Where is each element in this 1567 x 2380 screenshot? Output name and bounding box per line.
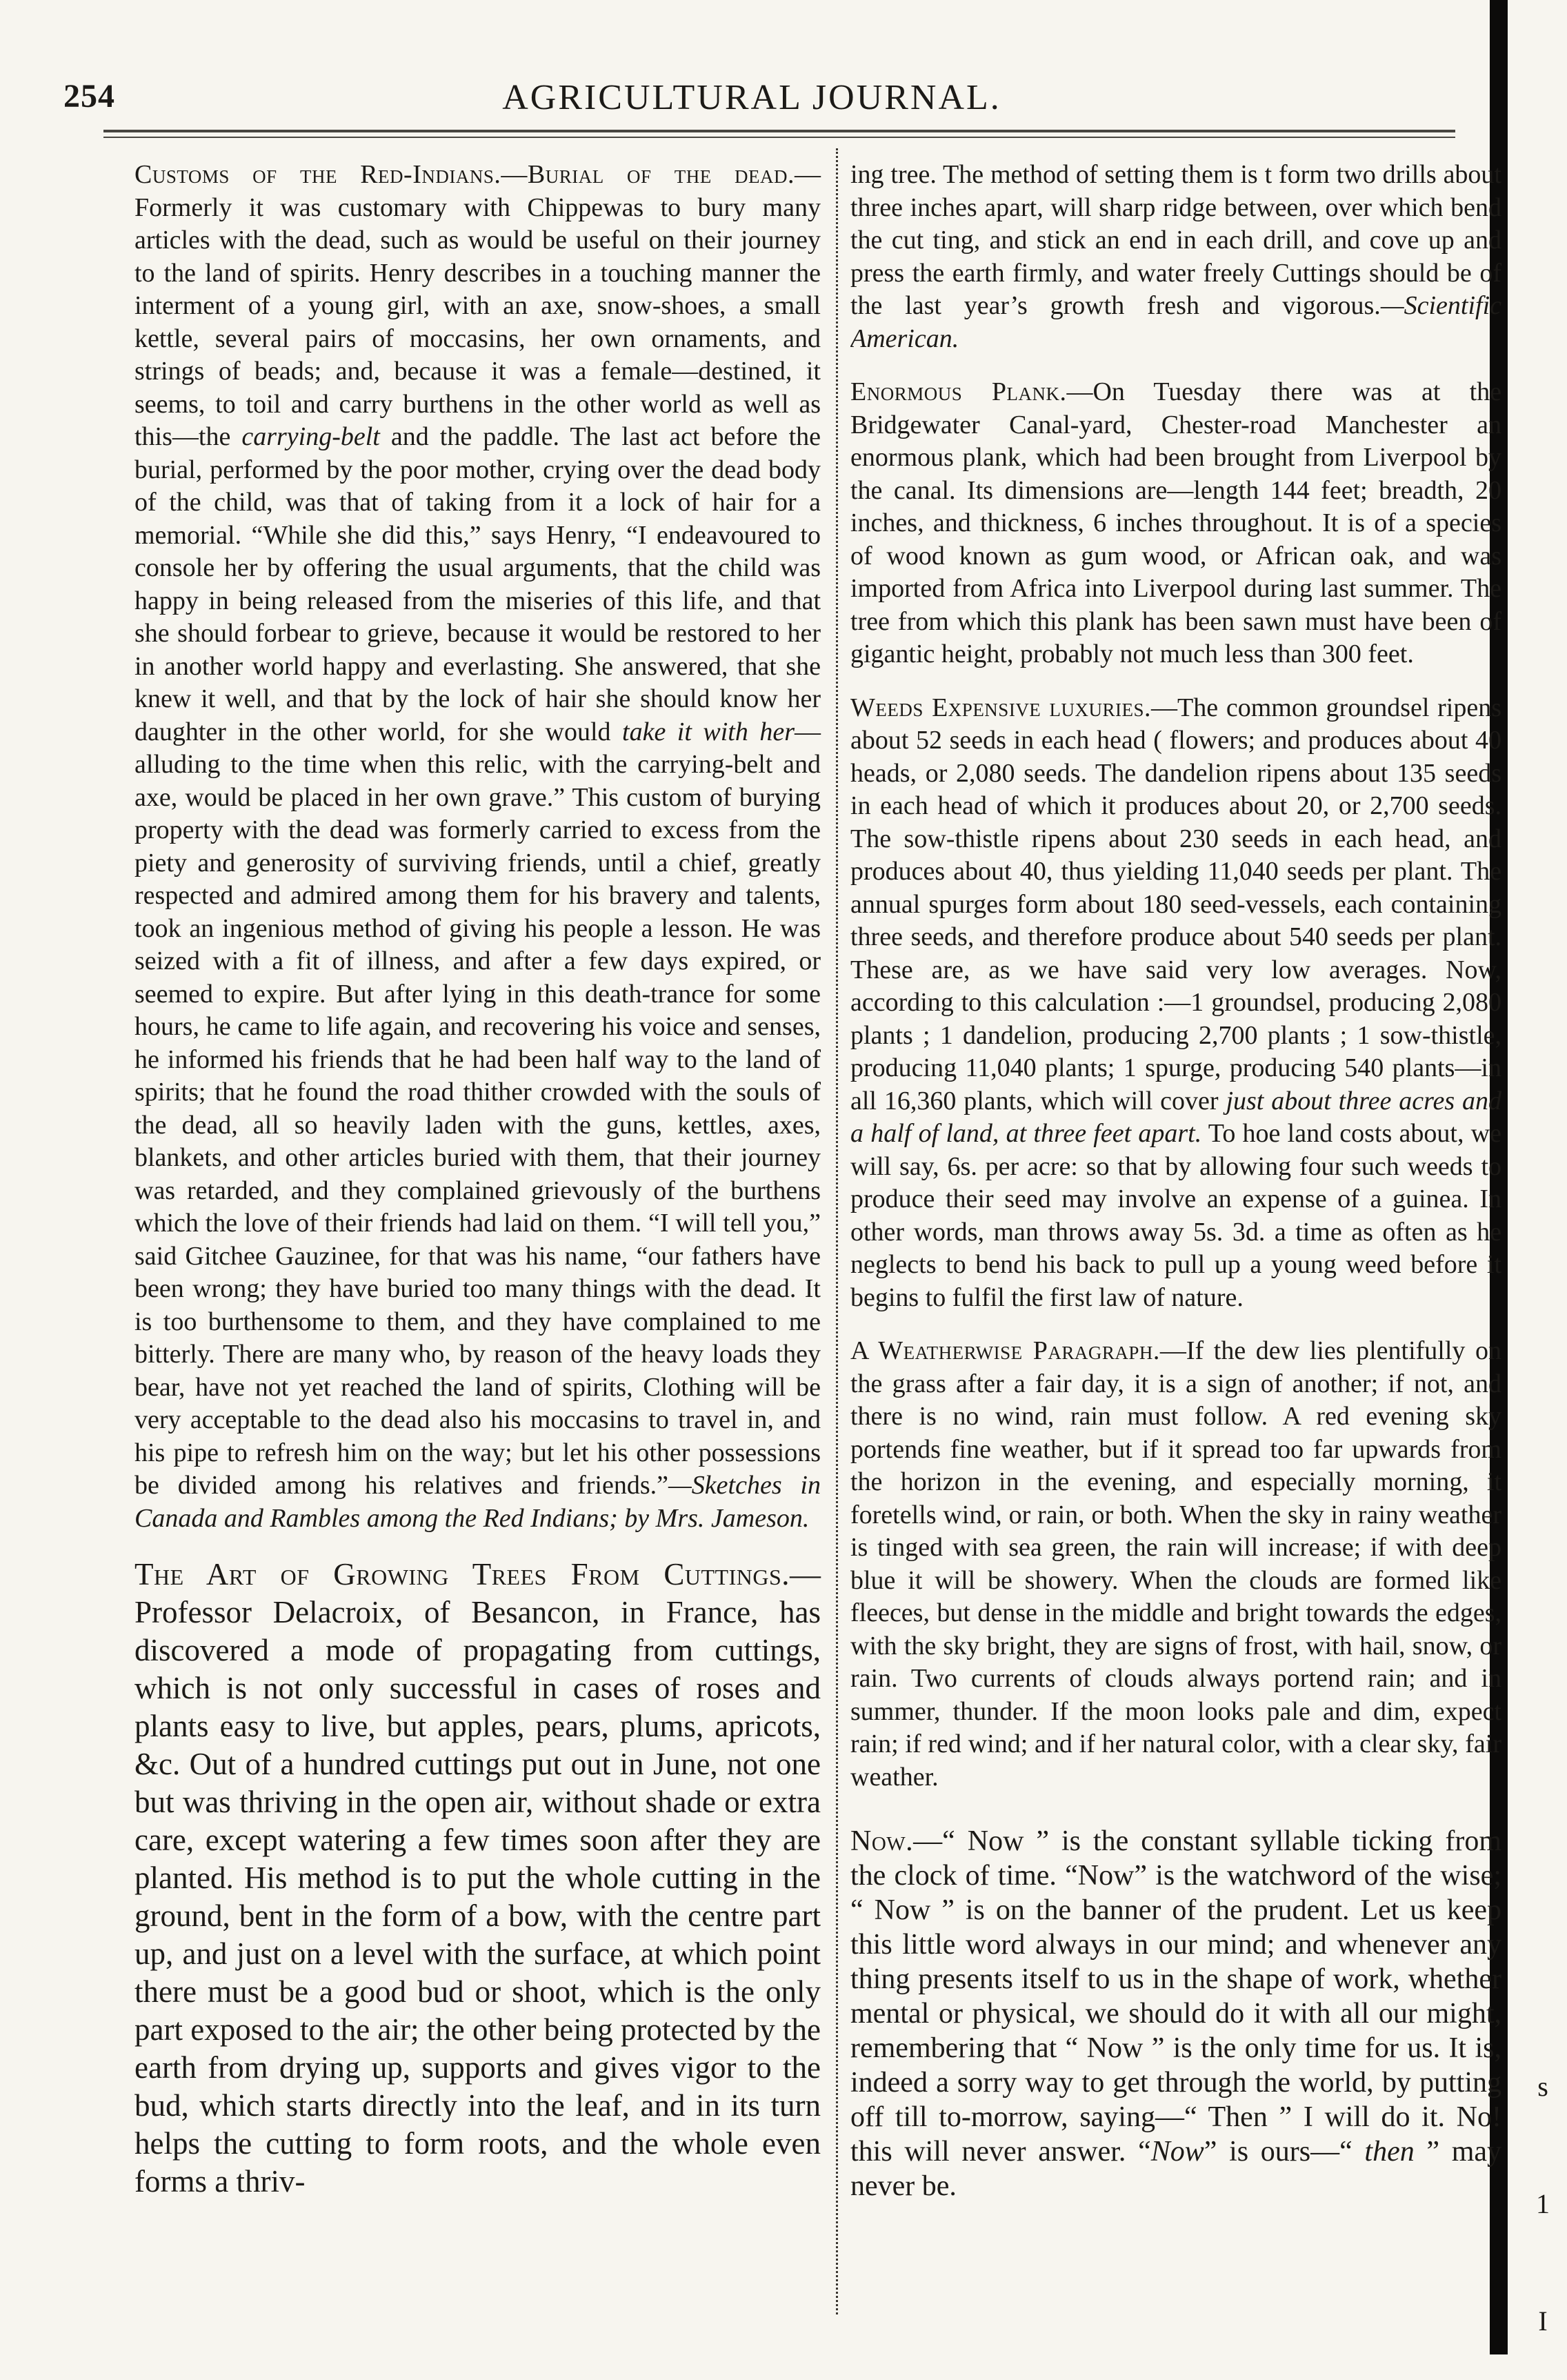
article-italic-text: then	[1364, 2136, 1415, 2168]
article-italic-text: carrying-belt	[241, 422, 380, 451]
article-now	[850, 1824, 1501, 2203]
article-text: ” is ours—“	[1204, 2136, 1365, 2168]
article-headline: A Weatherwise Paragraph.	[850, 1336, 1160, 1365]
article-italic-text: just about three acres and a half of land, at three feet apart.	[850, 1086, 1501, 1148]
article-source: —Scientific American.	[850, 291, 1501, 353]
article-growing-trees-continued	[850, 159, 1501, 355]
article-burial-customs	[134, 159, 821, 1535]
article-text: —On Tuesday there was at the Bridgewater Canal-yard, Chester-road Manchester an enormous plank, which had been brought from Liverpool by the canal. Its dimensions are—length 144 feet; breadth, 20 inches, and thickness, 6 inches throughout. It is of a species of wood known as gum wood, or African oak, and was imported from Africa into Liverpool during last summer. The tree from which this plank has been sawn must have been of gigantic height, probably not much less than 300 feet.	[850, 377, 1501, 668]
article-headline: The Art of Growing Trees From Cuttings.	[134, 1557, 790, 1591]
article-paragraph	[850, 159, 1501, 355]
page-number: 254	[63, 78, 115, 115]
article-headline: Weeds Expensive luxuries.	[850, 693, 1152, 722]
article-text: ” may never be.	[850, 2136, 1501, 2202]
article-text: —If the dew lies plentifully on the grass after a fair day, it is a sign of another; if not, and there is no wind, rain must follow. A red evening sky portends fine weather, but if it spread too far upwards from the horizon in the evening, and especially morning, it foretells wind, or rain, or both. When the sky in rainy weather is tinged with sea green, the rain will increase; if with deep blue it will be showery. When the clouds are formed like fleeces, but dense in the middle and bright towards the edges, with the sky bright, they are signs of frost, with hail, snow, or rain. Two currents of clouds always portend rain; and in summer, thunder. If the moon looks pale and dim, expect rain; if red wind; and if her natural color, with a clear sky, fair weather.	[850, 1336, 1501, 1792]
article-enormous-plank	[850, 376, 1501, 671]
margin-mark: I	[1538, 2305, 1548, 2337]
article-italic-text: take it with her	[622, 717, 795, 746]
header-rule	[103, 130, 1455, 138]
article-text: To hoe land costs about, we will say, 6s. per acre: so that by allowing four such weeds to produce their seed may involve an expense of a guinea. In other words, man throws away 5s. 3d. a time as often as he neglects to bend his back to pull up a young weed before it begins to fulfil the first law of nature.	[850, 1119, 1501, 1312]
article-headline: Now.	[850, 1825, 914, 1857]
article-paragraph	[850, 376, 1501, 671]
article-text: —“ Now ” is the constant syllable ticking from the clock of time. “Now” is the watchword of the wise; “ Now ” is on the banner of the prudent. Let us keep this little word always in our mind; and whenever any thing presents itself to us in the shape of work, whether mental or physical, we should do it with all our might, remembering that “ Now ” is the only time for us. It is, indeed a sorry way to get through the world, by putting off till to-morrow, saying—“ Then ” I will do it. No! this will never answer. “	[850, 1825, 1501, 2168]
article-headline: Customs of the Red-Indians.—Burial of the dead.	[134, 160, 795, 189]
article-paragraph	[850, 1824, 1501, 2203]
right-column	[850, 159, 1501, 2224]
article-headline: Enormous Plank.	[850, 377, 1067, 406]
article-italic-text: Now	[1150, 2136, 1204, 2168]
article-text: —alluding to the time when this relic, with the carrying-belt and axe, would be placed in her own grave.” This custom of burying property with the dead was formerly carried to excess from the piety and generosity of surviving friends, until a chief, greatly respected and admired among them for his bravery and talents, took an ingenious method of giving his people a lesson. He was seized with a fit of illness, and after a few days expired, or seemed to expire. But after lying in this death-trance for some hours, he came to life again, and recovering his voice and senses, he informed his friends that he had been half way to the land of spirits; that he found the road thither crowded with the souls of the dead, all so heavily laden with the guns, kettles, axes, blankets, and other articles buried with them, that their journey was retarded, and they complained grievously of the burthens which the love of their friends had laid on them. “I will tell you,” said Gitchee Gauzinee, for that was his name, “our fathers have been wrong; they have buried too many things with the dead. It is too burthensome to them, and they have complained to me bitterly. There are many who, by reason of the heavy loads they bear, have not yet reached the land of spirits, Clothing will be very acceptable to the dead also his moccasins to travel in, and his pipe to refresh him on the way; but let his other possessions be divided among his relatives and friends.”	[134, 717, 821, 1500]
article-text: —Professor Delacroix, of Besancon, in France, has discovered a mode of propagating from cuttings, which is not only successful in cases of roses and plants easy to live, but apples, pears, plums, apricots, &c. Out of a hundred cuttings put out in June, not one but was thriving in the open air, without shade or extra care, except watering a few times soon after they are planted. His method is to put the whole cutting in the ground, bent in the form of a bow, with the centre part up, and just on a level with the surface, at which point there must be a good bud or shoot, which is the only part exposed to the air; the other being protected by the earth from drying up, supports and gives vigor to the bud, which starts directly into the leaf, and in its turn helps the cutting to form roots, and the whole even forms a thriv-	[134, 1557, 821, 2199]
article-paragraph	[134, 1556, 821, 2201]
article-paragraph	[850, 692, 1501, 1315]
article-text: and the paddle. The last act before the burial, performed by the poor mother, crying over the dead body of the child, was that of taking from it a lock of hair for a memorial. “While she did this,” says Henry, “I endeavoured to console her by offering the usual arguments, that the child was happy in being released from the miseries of this life, and that she should forbear to grieve, because it would be restored to her in another world happy and everlasting. She answered, that she knew it well, and that by the lock of hair she should know her daughter in the other world, for she would	[134, 422, 821, 746]
article-text: —Formerly it was customary with Chippewas to bury many articles with the dead, such as would be useful on their journey to the land of spirits. Henry describes in a touching manner the interment of a young girl, with an axe, snow-shoes, a small kettle, several pairs of moccasins, her own ornaments, and strings of beads; and, because it was a female—destined, it seems, to toil and carry burthens in the other world as well as this—the	[134, 160, 821, 451]
article-paragraph	[850, 1335, 1501, 1794]
column-divider	[836, 148, 838, 2314]
left-column	[134, 159, 821, 2221]
article-weeds-expensive	[850, 692, 1501, 1315]
margin-mark: 1	[1536, 2188, 1550, 2219]
margin-marks	[1533, 2028, 1553, 2380]
article-text: —The common groundsel ripens about 52 seeds in each head ( flowers; and produces about 40 heads, or 2,080 seeds. The dandelion ripens about 135 seeds in each head of which it produces about 20, or 2,700 seeds. The sow-thistle ripens about 230 seeds in each head, and produces about 40, thus yielding 11,040 seeds per plant. The annual spurges form about 180 seed-vessels, each containing three seeds, and therefore produce about 540 seeds per plant. These are, as we have said very low averages. Now, according to this calculation :—1 groundsel, producing 2,080 plants ; 1 dandelion, producing 2,700 plants ; 1 sow-thistle, producing 11,040 plants; 1 spurge, producing 540 plants—in all 16,360 plants, which will cover	[850, 693, 1501, 1115]
article-weatherwise	[850, 1335, 1501, 1794]
running-title: AGRICULTURAL JOURNAL.	[502, 78, 1001, 117]
article-source: —Sketches in Canada and Rambles among the Red Indians; by Mrs. Jameson.	[134, 1471, 821, 1533]
article-growing-trees	[134, 1556, 821, 2201]
article-paragraph	[134, 159, 821, 1535]
margin-mark: s	[1537, 2071, 1548, 2102]
page-header	[0, 0, 1567, 152]
article-text: ing tree. The method of setting them is t form two drills about three inches apart, will sharp ridge between, over which bend the cut ting, and stick an end in each drill, and cove up and press the earth firmly, and water freely Cuttings should be of the last year’s growth fresh and vigorous.	[850, 160, 1501, 320]
